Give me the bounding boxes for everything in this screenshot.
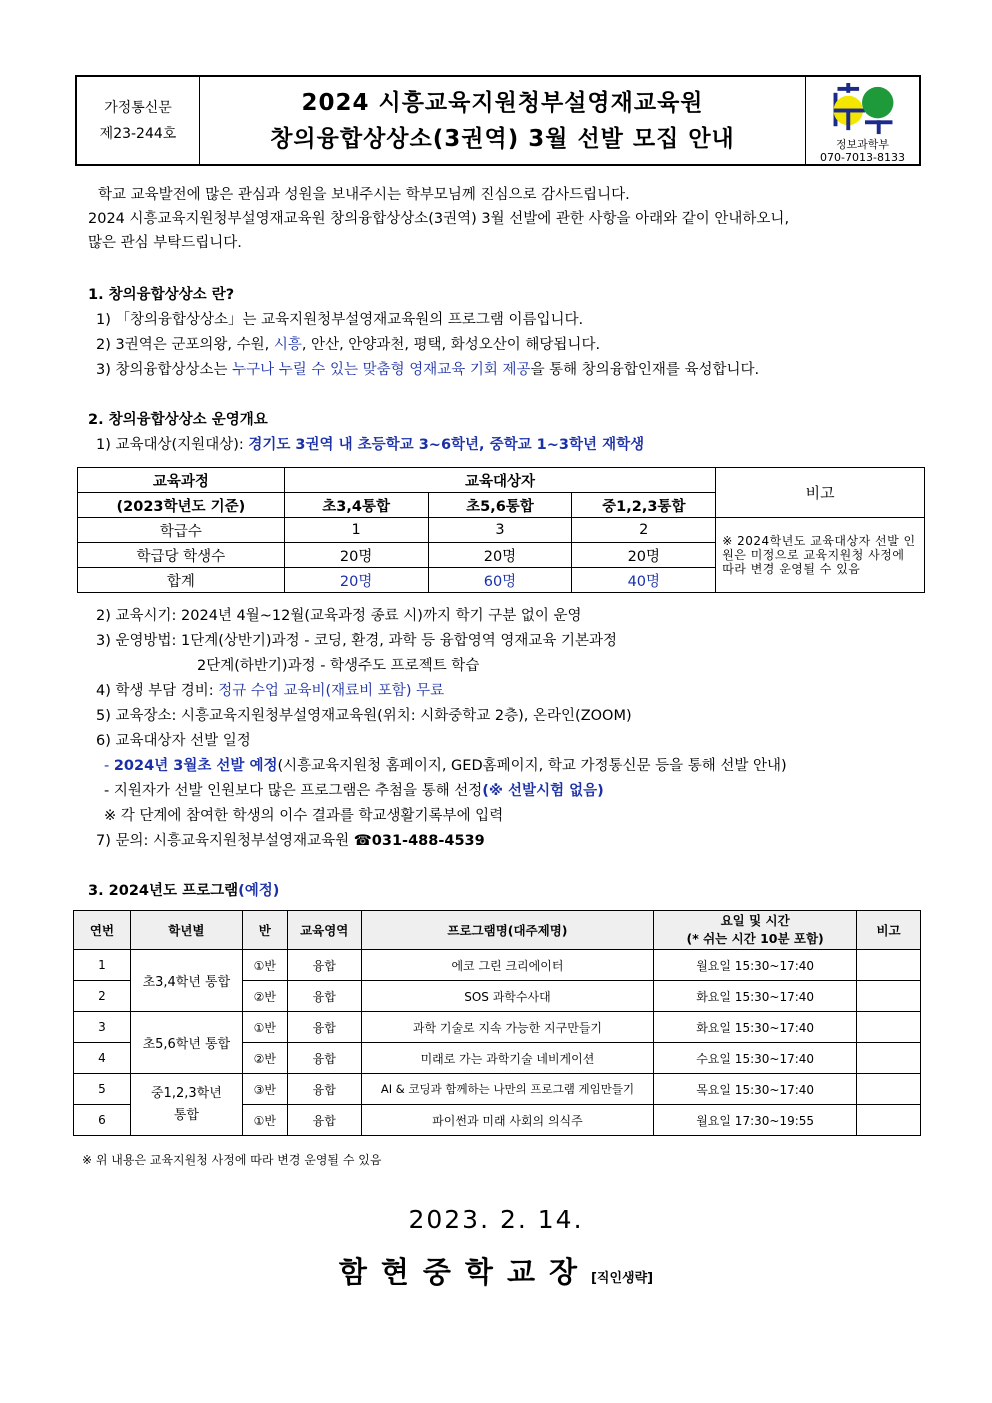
s2-item3b: 2단계(하반기)과정 - 학생주도 프로젝트 학습: [197, 658, 480, 674]
th-col2: 초5,6통합: [428, 493, 572, 518]
dept-name: 정보과학부: [835, 138, 890, 151]
s2-item5: 5) 교육장소: 시흥교육지원청부설영재교육원(위치: 시화중학교 2층), 온라인(ZOOM): [96, 708, 632, 724]
doc-info: [77, 77, 200, 164]
seal-note: [직인생략]: [590, 1271, 654, 1286]
title-line1: 2024 시흥교육지원청부설영재교육원: [301, 89, 704, 116]
highlight-siheung: 시흥: [273, 337, 302, 353]
s1-item3: 3) 창의융합상상소는 누구나 누릴 수 있는 맞춤형 영재교육 기회 제공을 통해 창의융합인재를 육성합니다.: [96, 362, 760, 378]
program-table: [73, 910, 921, 1136]
table-row: 합계 20명 60명 40명: [78, 568, 925, 593]
group-cell: 초3,4학년 통합: [130, 950, 242, 1012]
signer-name: 함현중학교장: [338, 1255, 591, 1289]
highlight-schedule: 2024년 3월초 선발 예정: [113, 758, 278, 774]
table-row: 학급수 1 3 2 ※ 2024학년도 교육대상자 선발 인원은 미정으로 교육지원청 사정에 따라 변경 운영될 수 있음: [78, 518, 925, 543]
th-area: 교육영역: [287, 911, 361, 950]
th-time: 요일 및 시간 (* 쉬는 시간 10분 포함): [654, 911, 857, 950]
doc-number: 제23-244호: [99, 125, 177, 142]
table-row: 4 ②반 융합 미래로 가는 과학기술 네비게이션 수요일 15:30~17:40: [74, 1043, 921, 1074]
s2-item1: 1) 교육대상(지원대상): 경기도 3권역 내 초등학교 3~6학년, 중학교 1~3학년 재학생: [96, 437, 645, 453]
s2-item7: 7) 문의: 시흥교육지원청부설영재교육원 ☎031-488-4539: [96, 833, 485, 849]
section3-title: 3. 2024년도 프로그램(예정): [88, 883, 280, 899]
table-row: 3 초5,6학년 통합 ①반 융합 과학 기술로 지속 가능한 지구만들기 화요일 15:30~17:40: [74, 1012, 921, 1043]
th-no: 연번: [74, 911, 131, 950]
dept-info: [805, 77, 919, 164]
th-course: 교육과정: [78, 468, 285, 493]
s2-item2: 2) 교육시기: 2024년 4월~12월(교육과정 종료 시)까지 학기 구분 없이 운영: [96, 608, 582, 624]
document-header: [75, 75, 921, 166]
doc-title: [200, 77, 805, 164]
s1-item1: 1) 「창의융합상상소」는 교육지원청부설영재교육원의 프로그램 이름입니다.: [96, 312, 584, 328]
table-row: 1 초3,4학년 통합 ①반 융합 에코 그린 크리에이터 월요일 15:30~17:40: [74, 950, 921, 981]
th-col1: 초3,4통합: [284, 493, 428, 518]
table-note: ※ 2024학년도 교육대상자 선발 인원은 미정으로 교육지원청 사정에 따라 변경 운영될 수 있음: [716, 518, 925, 593]
s2-item3a: 3) 운영방법: 1단계(상반기)과정 - 코딩, 환경, 과학 등 융합영역 영재교육 기본과정: [96, 633, 618, 649]
section1-title: 1. 창의융합상상소 란?: [88, 287, 235, 303]
group-cell: 초5,6학년 통합: [130, 1012, 242, 1074]
th-class: 반: [242, 911, 287, 950]
signature: [0, 1250, 992, 1291]
s2-item6c: ※ 각 단계에 참여한 학생의 이수 결과를 학교생활기록부에 입력: [104, 808, 504, 824]
issue-date: 2023. 2. 14.: [408, 1205, 584, 1234]
table-row: 5 중1,2,3학년 통합 ③반 융합 AI & 코딩과 함께하는 나만의 프로그램 게임만들기 목요일 15:30~17:40: [74, 1074, 921, 1105]
th-col3: 중1,2,3통합: [572, 493, 716, 518]
th-note: 비고: [857, 911, 921, 950]
doc-type: 가정통신문: [104, 99, 172, 116]
s2-item6a: - 2024년 3월초 선발 예정(시흥교육지원청 홈페이지, GED홈페이지, 학교 가정통신문 등을 통해 선발 안내): [104, 758, 787, 774]
contact-phone: ☎031-488-4539: [353, 833, 485, 849]
s1-item2: 2) 3권역은 군포의왕, 수원, 시흥, 안산, 안양과천, 평택, 화성오산이 해당됩니다.: [96, 337, 601, 353]
th-grade: 학년별: [130, 911, 242, 950]
th-target: 교육대상자: [284, 468, 715, 493]
title-line2: 창의융합상상소(3권역) 3월 선발 모집 안내: [270, 125, 735, 152]
group-cell: 중1,2,3학년 통합: [130, 1074, 242, 1136]
dept-phone: 070-7013-8133: [820, 151, 905, 164]
intro-line1: 학교 교육발전에 많은 관심과 성원을 보내주시는 학부모님께 진심으로 감사드립니다.: [98, 187, 630, 203]
highlight-no-exam: (※ 선발시험 없음): [482, 783, 604, 799]
intro-line3: 많은 관심 부탁드립니다.: [88, 235, 242, 251]
highlight-target: 경기도 3권역 내 초등학교 3~6학년, 중학교 1~3학년 재학생: [248, 437, 645, 453]
highlight-opportunity: 누구나 누릴 수 있는 맞춤형 영재교육 기회 제공: [232, 362, 531, 378]
table-row: 학급당 학생수 20명 20명 20명: [78, 543, 925, 568]
th-note: 비고: [716, 468, 925, 518]
highlight-free: 정규 수업 교육비(재료비 포함) 무료: [218, 683, 445, 699]
s2-item6b: - 지원자가 선발 인원보다 많은 프로그램은 추첨을 통해 선정(※ 선발시험 없음): [104, 783, 604, 799]
table-row: 6 ①반 융합 파이썬과 미래 사회의 의식주 월요일 17:30~19:55: [74, 1105, 921, 1136]
target-table: [77, 467, 925, 593]
program-footnote: ※ 위 내용은 교육지원청 사정에 따라 변경 운영될 수 있음: [82, 1153, 382, 1167]
section2-title: 2. 창의융합상상소 운영개요: [88, 412, 268, 428]
th-basis: (2023학년도 기준): [78, 493, 285, 518]
intro-line2: 2024 시흥교육지원청부설영재교육원 창의융합상상소(3권역) 3월 선발에 관한 사항을 아래와 같이 안내하오니,: [88, 211, 790, 227]
intro-paragraph: [88, 183, 926, 255]
school-logo-icon: [825, 83, 901, 138]
table-row: 2 ②반 융합 SOS 과학수사대 화요일 15:30~17:40: [74, 981, 921, 1012]
s2-item6: 6) 교육대상자 선발 일정: [96, 733, 251, 749]
s2-item4: 4) 학생 부담 경비: 정규 수업 교육비(재료비 포함) 무료: [96, 683, 445, 699]
th-program: 프로그램명(대주제명): [361, 911, 654, 950]
